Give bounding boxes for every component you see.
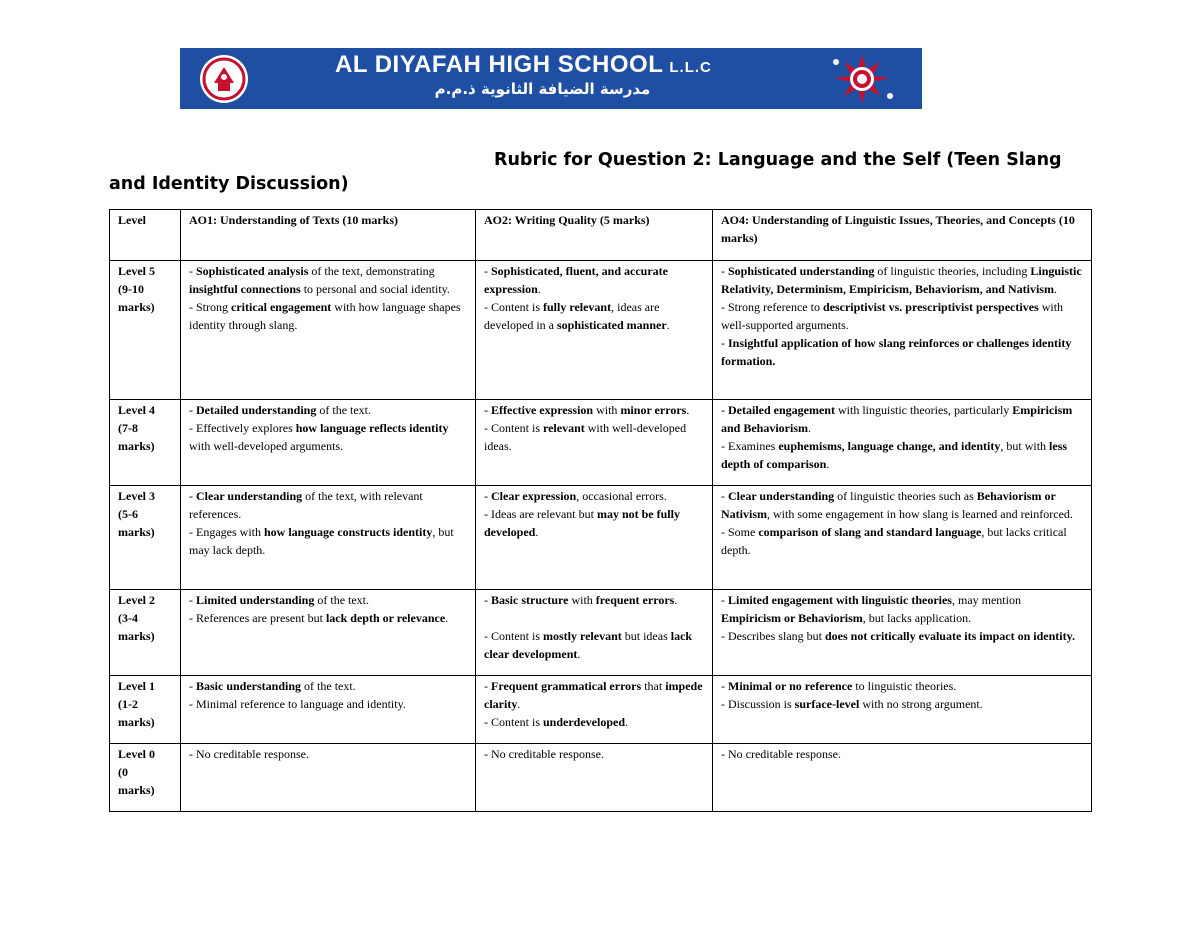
level-cell: Level 0 (0 marks) (110, 744, 181, 812)
page-title (109, 148, 1089, 196)
table-row (110, 676, 1092, 744)
level-cell: Level 5 (9-10 marks) (110, 261, 181, 400)
ao2-cell: - Sophisticated, fluent, and accurate expression. - Content is fully relevant, ideas are developed in a sophisticated manner. (476, 261, 713, 400)
title-line-2: and Identity Discussion) (109, 174, 349, 194)
school-banner (180, 48, 922, 109)
ao1-cell: - Sophisticated analysis of the text, demonstrating insightful connections to personal and social identity. - Strong critical engagement with how language shapes identity through slang. (181, 261, 476, 400)
header-ao2: AO2: Writing Quality (5 marks) (476, 210, 713, 261)
ao1-cell: - Limited understanding of the text. - References are present but lack depth or relevance. (181, 590, 476, 676)
ao4-cell: - Sophisticated understanding of linguistic theories, including Linguistic Relativity, Determinism, Empiricism, Behaviorism, and Nativism. - Strong reference to descriptivist vs. prescriptivist perspectives with well-supported arguments. - Insightful application of how slang reinforces or challenges identity formation. (713, 261, 1092, 400)
rubric-table (109, 209, 1092, 812)
header-ao4: AO4: Understanding of Linguistic Issues, Theories, and Concepts (10 marks) (713, 210, 1092, 261)
header-level: Level (110, 210, 181, 261)
table-row (110, 261, 1092, 400)
school-crest-icon (198, 53, 250, 105)
ao4-cell: - Limited engagement with linguistic theories, may mention Empiricism or Behaviorism, but lacks application. - Describes slang but does not critically evaluate its impact on identity. (713, 590, 1092, 676)
anniversary-emblem-icon (822, 52, 902, 106)
level-cell: Level 3 (5-6 marks) (110, 486, 181, 590)
level-cell: Level 1 (1-2 marks) (110, 676, 181, 744)
ao1-cell: - Clear understanding of the text, with relevant references. - Engages with how language constructs identity, but may lack depth. (181, 486, 476, 590)
school-name-arabic: مدرسة الضيافة الثانوية ذ.م.م (434, 80, 651, 98)
ao2-cell: - Basic structure with frequent errors. - Content is mostly relevant but ideas lack clear development. (476, 590, 713, 676)
ao4-cell: - Clear understanding of linguistic theories such as Behaviorism or Nativism, with some engagement in how slang is learned and reinforced. - Some comparison of slang and standard language, but lacks critical depth. (713, 486, 1092, 590)
ao2-cell: - Frequent grammatical errors that impede clarity. - Content is underdeveloped. (476, 676, 713, 744)
level-cell: Level 4 (7-8 marks) (110, 400, 181, 486)
table-row (110, 486, 1092, 590)
table-row (110, 744, 1092, 812)
school-name: AL DIYAFAH HIGH SCHOOL L.L.C (335, 51, 712, 78)
table-row (110, 400, 1092, 486)
level-cell: Level 2 (3-4 marks) (110, 590, 181, 676)
title-line-1: Rubric for Question 2: Language and the Self (Teen Slang (494, 150, 1062, 170)
ao4-cell: - Detailed engagement with linguistic theories, particularly Empiricism and Behaviorism. - Examines euphemisms, language change, and identity, but with less depth of comparison. (713, 400, 1092, 486)
ao1-cell: - No creditable response. (181, 744, 476, 812)
ao4-cell: - Minimal or no reference to linguistic theories. - Discussion is surface-level with no strong argument. (713, 676, 1092, 744)
ao2-cell: - Effective expression with minor errors. - Content is relevant with well-developed ideas. (476, 400, 713, 486)
ao2-cell: - Clear expression, occasional errors. - Ideas are relevant but may not be fully developed. (476, 486, 713, 590)
ao1-cell: - Detailed understanding of the text. - Effectively explores how language reflects identity with well-developed arguments. (181, 400, 476, 486)
ao2-cell: - No creditable response. (476, 744, 713, 812)
table-header-row (110, 210, 1092, 261)
table-row (110, 590, 1092, 676)
school-suffix: L.L.C (669, 59, 712, 76)
ao1-cell: - Basic understanding of the text. - Minimal reference to language and identity. (181, 676, 476, 744)
ao4-cell: - No creditable response. (713, 744, 1092, 812)
header-ao1: AO1: Understanding of Texts (10 marks) (181, 210, 476, 261)
